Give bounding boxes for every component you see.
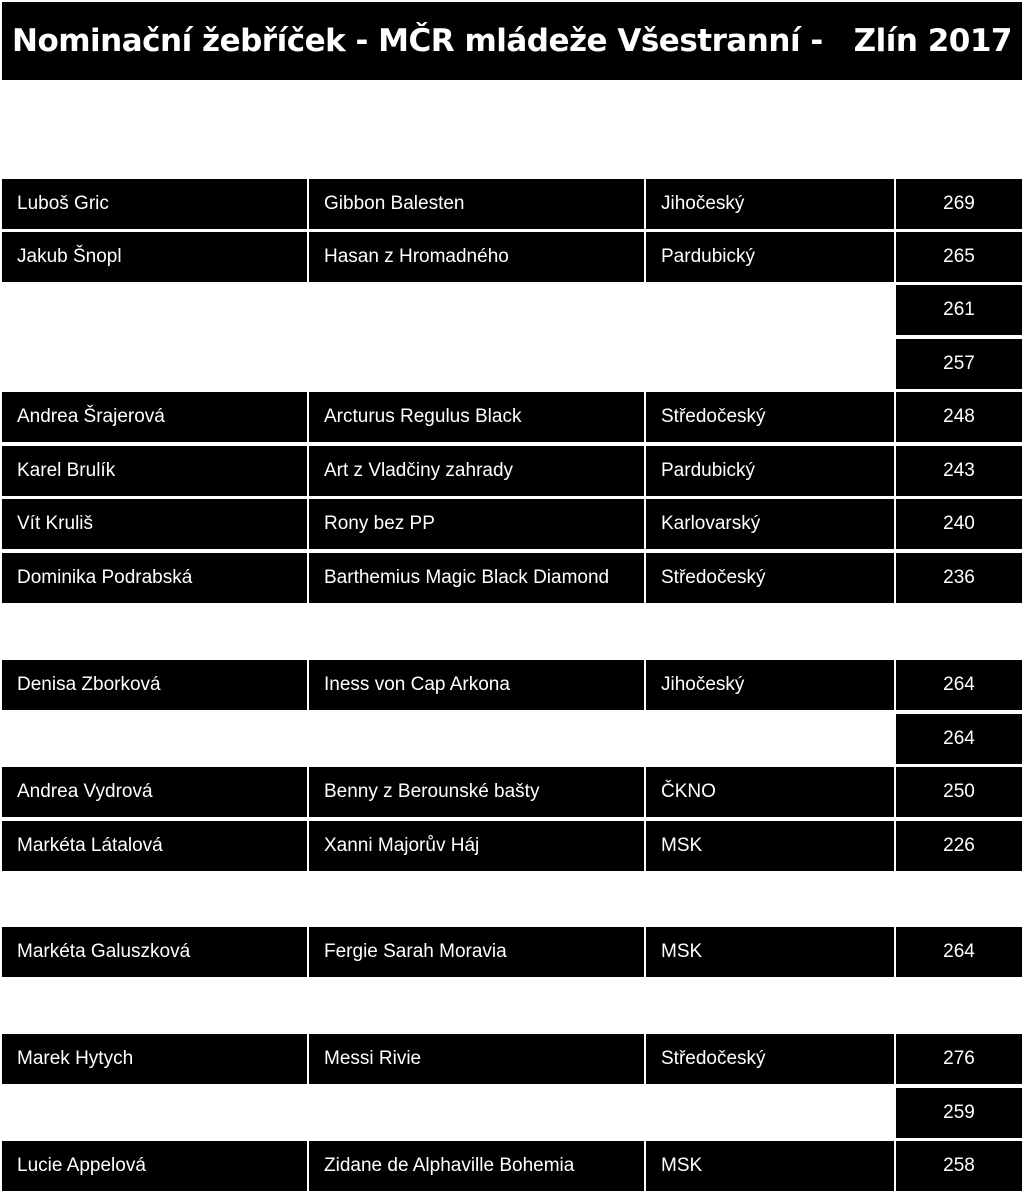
region-cell: ČKNO: [646, 767, 894, 817]
score-cell: 258: [896, 1141, 1022, 1191]
dog-cell: Iness von Cap Arkona: [309, 660, 644, 710]
handler-cell: Luboš Gric: [2, 179, 307, 229]
handler-cell: Marek Hytych: [2, 1034, 307, 1084]
handler-cell: Dominika Podrabská: [2, 553, 307, 603]
handler-cell: Karel Brulík: [2, 446, 307, 496]
dog-cell: Art z Vladčiny zahrady: [309, 446, 644, 496]
dog-cell: Messi Rivie: [309, 1034, 644, 1084]
score-cell: 243: [896, 446, 1022, 496]
handler-cell: Denisa Zborková: [2, 660, 307, 710]
dog-cell: Gibbon Balesten: [309, 179, 644, 229]
region-cell: MSK: [646, 1141, 894, 1191]
region-cell: MSK: [646, 927, 894, 977]
score-cell: 264: [896, 660, 1022, 710]
handler-cell: Andrea Vydrová: [2, 767, 307, 817]
score-cell: 264: [896, 714, 1022, 764]
region-cell: Jihočeský: [646, 660, 894, 710]
score-cell: 276: [896, 1034, 1022, 1084]
dog-cell: Barthemius Magic Black Diamond: [309, 553, 644, 603]
dog-cell: Zidane de Alphaville Bohemia: [309, 1141, 644, 1191]
region-cell: Pardubický: [646, 232, 894, 282]
region-cell: Pardubický: [646, 446, 894, 496]
score-cell: 259: [896, 1088, 1022, 1138]
dog-cell: Fergie Sarah Moravia: [309, 927, 644, 977]
region-cell: MSK: [646, 821, 894, 871]
region-cell: Karlovarský: [646, 499, 894, 549]
score-cell: 236: [896, 553, 1022, 603]
dog-cell: Xanni Majorův Háj: [309, 821, 644, 871]
score-cell: 265: [896, 232, 1022, 282]
region-cell: Středočeský: [646, 1034, 894, 1084]
dog-cell: Benny z Berounské bašty: [309, 767, 644, 817]
region-cell: Středočeský: [646, 553, 894, 603]
page-title: Nominační žebříček - MČR mládeže Všestranní - Zlín 2017: [2, 2, 1022, 80]
dog-cell: Arcturus Regulus Black: [309, 392, 644, 442]
score-cell: 248: [896, 392, 1022, 442]
region-cell: Jihočeský: [646, 179, 894, 229]
handler-cell: Markéta Látalová: [2, 821, 307, 871]
handler-cell: Markéta Galuszková: [2, 927, 307, 977]
handler-cell: Lucie Appelová: [2, 1141, 307, 1191]
handler-cell: Vít Kruliš: [2, 499, 307, 549]
region-cell: Středočeský: [646, 392, 894, 442]
score-cell: 269: [896, 179, 1022, 229]
score-cell: 240: [896, 499, 1022, 549]
handler-cell: Jakub Šnopl: [2, 232, 307, 282]
handler-cell: Andrea Šrajerová: [2, 392, 307, 442]
dog-cell: Rony bez PP: [309, 499, 644, 549]
score-cell: 226: [896, 821, 1022, 871]
dog-cell: Hasan z Hromadného: [309, 232, 644, 282]
score-cell: 250: [896, 767, 1022, 817]
score-cell: 257: [896, 339, 1022, 389]
score-cell: 264: [896, 927, 1022, 977]
score-cell: 261: [896, 285, 1022, 335]
